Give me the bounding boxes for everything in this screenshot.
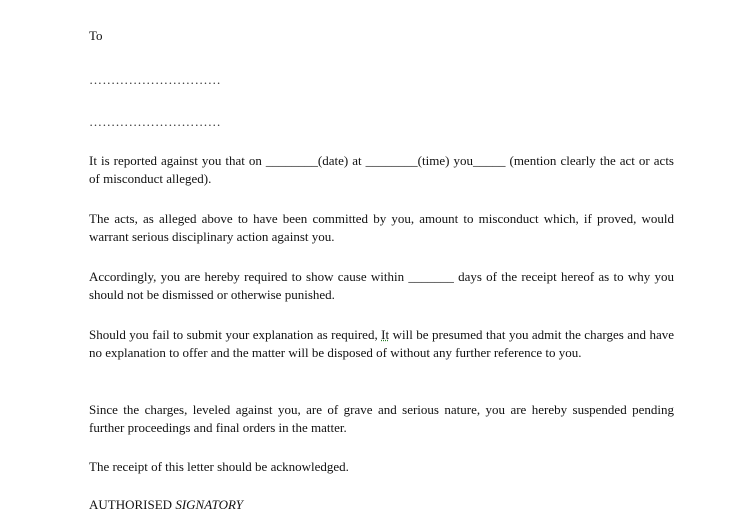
authorised-signatory (89, 497, 243, 513)
paragraph-failure-text-1: Should you fail to submit your explanation as required, (89, 327, 382, 342)
signatory-word-authorised: AUTHORISED (89, 497, 173, 512)
paragraph-failure-it: It (381, 327, 390, 342)
paragraph-misconduct: The acts, as alleged above to have been committed by you, amount to misconduct which, if proved, would warrant serious disciplinary action against you. (89, 211, 674, 244)
paragraph-acknowledgement: The receipt of this letter should be acknowledged. (89, 459, 349, 474)
signatory-word-signatory: SIGNATORY (175, 497, 243, 512)
paragraph-failure-text-2: will be presumed that you admit the charges and have no explanation to offer and the matter will be disposed of without any further reference to you. (89, 327, 674, 360)
paragraph-suspension: Since the charges, leveled against you, are of grave and serious nature, you are hereby suspended pending further proceedings and final orders in the matter. (89, 402, 674, 435)
paragraph-failure-to-submit (89, 326, 674, 361)
address-line-1: ………………………… (89, 72, 221, 87)
paragraph-show-cause: Accordingly, you are hereby required to show cause within _______ days of the receipt hereof as to why you should not be dismissed or otherwise punished. (89, 269, 674, 302)
address-line-2: ………………………… (89, 114, 221, 129)
paragraph-incident-report: It is reported against you that on ________(date) at ________(time) you_____ (mention clearly the act or acts of misconduct alleged). (89, 153, 674, 186)
salutation: To (89, 28, 103, 43)
